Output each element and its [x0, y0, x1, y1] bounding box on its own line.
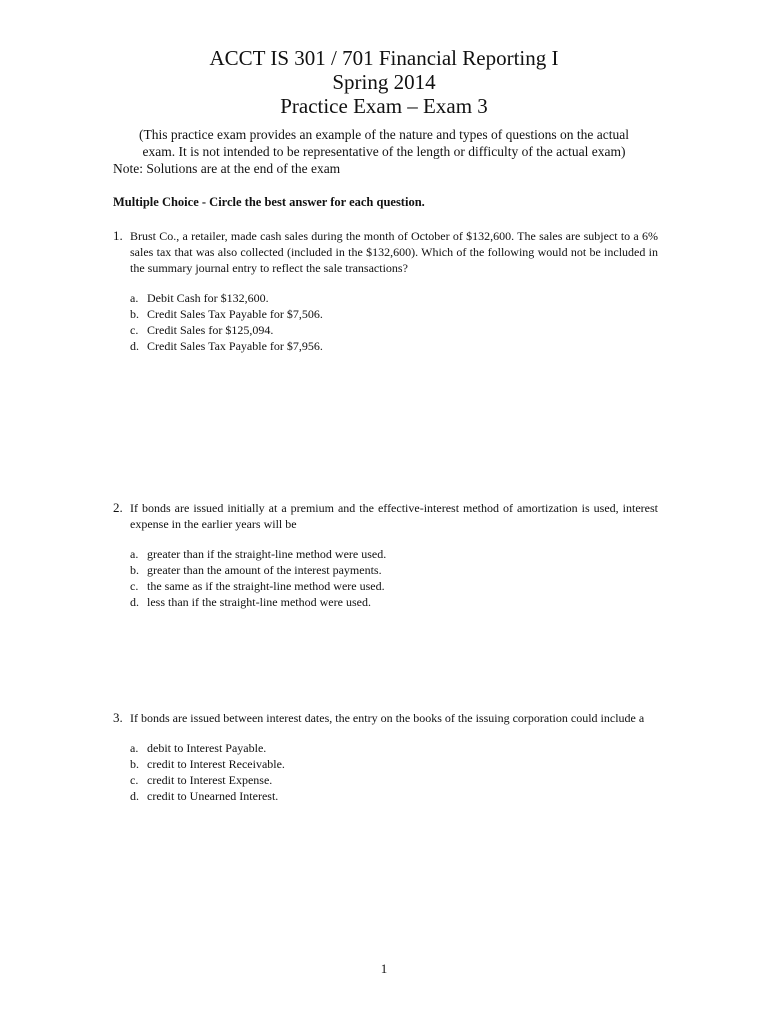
choice-letter: c.: [130, 323, 139, 337]
choice-text: less than if the straight-line method were used.: [147, 595, 371, 609]
choice-a[interactable]: [130, 290, 658, 306]
intro-line-2: exam. It is not intended to be representative of the length or difficulty of the actual exam): [142, 144, 626, 159]
intro-line-1: (This practice exam provides an example of the nature and types of questions on the actual: [139, 127, 629, 142]
exam-header: [0, 46, 768, 118]
term-title: Spring 2014: [332, 70, 436, 94]
choice-letter: b.: [130, 563, 139, 577]
choice-text: greater than the amount of the interest payments.: [147, 563, 382, 577]
choice-b[interactable]: [130, 562, 658, 578]
intro-paragraph: [0, 126, 768, 160]
choice-list: [130, 546, 658, 610]
question-1: [113, 228, 658, 354]
choice-letter: a.: [130, 547, 139, 561]
choice-letter: b.: [130, 307, 139, 321]
choice-d[interactable]: [130, 594, 658, 610]
choice-c[interactable]: [130, 772, 658, 788]
choice-c[interactable]: [130, 578, 658, 594]
choice-text: Credit Sales for $125,094.: [147, 323, 274, 337]
choice-b[interactable]: [130, 756, 658, 772]
choice-list: [130, 740, 658, 804]
choice-letter: a.: [130, 741, 139, 755]
choice-letter: c.: [130, 579, 139, 593]
question-text: Brust Co., a retailer, made cash sales during the month of October of $132,600. The sales are subject to a 6% sales tax that was also collected (included in the $132,600). Which of the following would not be included in the summary journal entry to reflect the sale transactions?: [130, 229, 658, 275]
question-number: 3.: [113, 710, 123, 725]
choice-text: credit to Interest Expense.: [147, 773, 273, 787]
choice-d[interactable]: [130, 338, 658, 354]
choice-d[interactable]: [130, 788, 658, 804]
question-3: [113, 710, 658, 804]
choice-text: Debit Cash for $132,600.: [147, 291, 269, 305]
choice-letter: b.: [130, 757, 139, 771]
choice-list: [130, 290, 658, 354]
question-text: If bonds are issued between interest dates, the entry on the books of the issuing corporation could include a: [130, 711, 645, 725]
question-2: [113, 500, 658, 610]
choice-letter: d.: [130, 595, 139, 609]
choice-b[interactable]: [130, 306, 658, 322]
section-heading: Multiple Choice - Circle the best answer for each question.: [113, 195, 425, 209]
question-text: If bonds are issued initially at a premium and the effective-interest method of amortization is used, interest expense in the earlier years will be: [130, 501, 658, 531]
solutions-note: Note: Solutions are at the end of the exam: [113, 161, 341, 176]
choice-letter: d.: [130, 789, 139, 803]
choice-c[interactable]: [130, 322, 658, 338]
choice-a[interactable]: [130, 740, 658, 756]
exam-title: Practice Exam – Exam 3: [280, 94, 488, 118]
course-title: ACCT IS 301 / 701 Financial Reporting I: [209, 46, 559, 70]
choice-letter: c.: [130, 773, 139, 787]
choice-text: credit to Unearned Interest.: [147, 789, 279, 803]
choice-letter: a.: [130, 291, 139, 305]
choice-text: debit to Interest Payable.: [147, 741, 267, 755]
choice-a[interactable]: [130, 546, 658, 562]
choice-letter: d.: [130, 339, 139, 353]
choice-text: Credit Sales Tax Payable for $7,506.: [147, 307, 323, 321]
choice-text: Credit Sales Tax Payable for $7,956.: [147, 339, 323, 353]
choice-text: the same as if the straight-line method were used.: [147, 579, 385, 593]
choice-text: credit to Interest Receivable.: [147, 757, 285, 771]
choice-text: greater than if the straight-line method were used.: [147, 547, 387, 561]
page-number: 1: [380, 961, 388, 976]
question-number: 2.: [113, 500, 123, 515]
question-number: 1.: [113, 228, 123, 243]
